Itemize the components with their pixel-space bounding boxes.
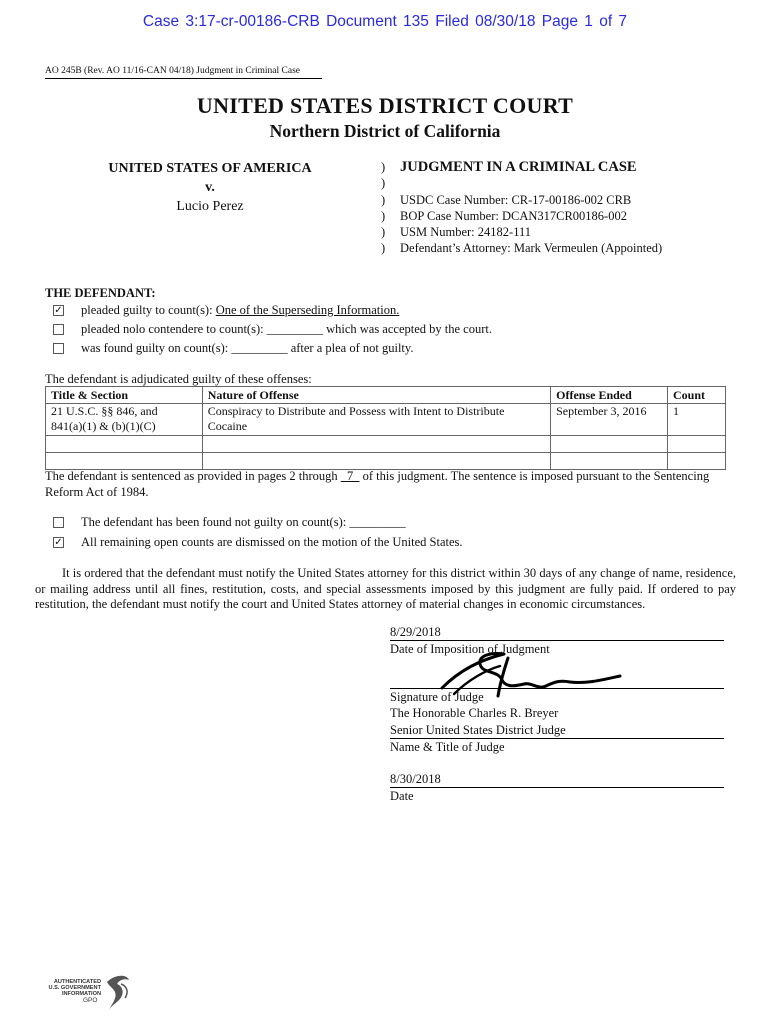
paren: ) <box>381 208 386 223</box>
col-header-ended: Offense Ended <box>551 387 668 404</box>
imposition-date: 8/29/2018 <box>390 624 724 641</box>
col-header-title: Title & Section <box>46 387 203 404</box>
court-title-text: UNITED STATES DISTRICT COURT <box>196 93 574 118</box>
plea-counts: One of the Superseding Information. <box>215 303 400 317</box>
table-row-empty <box>46 436 726 453</box>
col-header-nature: Nature of Offense <box>202 387 550 404</box>
plea-prefix: pleaded guilty to count(s): <box>81 303 216 317</box>
checkbox[interactable] <box>53 305 64 316</box>
spacer <box>400 175 662 191</box>
paren: ) <box>381 176 386 191</box>
sentence-paragraph <box>45 469 735 500</box>
name-title-label: Name & Title of Judge <box>390 739 505 754</box>
plea-option-nolo <box>45 320 492 339</box>
sentence-after: of this judgment. The sentence is imposed pursuant to the Sentencing Reform Act of 1984. <box>45 469 710 499</box>
dismissal-text: All remaining open counts are dismissed on the motion of the United States. <box>81 535 463 549</box>
caption-parentheses <box>381 159 385 257</box>
checkbox[interactable] <box>53 324 64 335</box>
judge-signature-block <box>390 676 724 755</box>
plea-option-text: was found guilty on count(s): _________ after a plea of not guilty. <box>81 341 414 355</box>
offense-nature-line: Cocaine <box>207 418 248 433</box>
versus-label: v. <box>205 180 215 195</box>
form-number-line: AO 245B (Rev. AO 11/16-CAN 04/18) Judgment in Criminal Case <box>45 66 322 79</box>
imposition-date-label: Date of Imposition of Judgment <box>390 642 550 656</box>
court-title <box>0 93 770 119</box>
offense-count-cell: 1 <box>668 404 726 436</box>
signature-label: Signature of Judge <box>390 690 484 704</box>
offense-title-line: 841(a)(1) & (b)(1)(C) <box>51 418 156 433</box>
judge-title: Senior United States District Judge <box>390 722 724 739</box>
plea-option-text: pleaded nolo contendere to count(s): _________ which was accepted by the court. <box>81 322 492 336</box>
bop-case-number: BOP Case Number: DCAN317CR00186-002 <box>400 208 627 223</box>
paren: ) <box>381 192 386 207</box>
signature-line <box>390 676 724 689</box>
checkbox[interactable] <box>53 343 64 354</box>
gpo-line: AUTHENTICATED <box>53 979 101 985</box>
table-header-row <box>46 387 726 404</box>
district-name: Northern District of California <box>269 121 501 141</box>
case-caption-parties <box>70 159 350 216</box>
offense-title-cell <box>46 404 203 436</box>
checkbox[interactable] <box>53 517 64 528</box>
eagle-icon <box>103 972 133 1012</box>
offense-title-line: 21 U.S.C. §§ 846, and <box>51 404 158 418</box>
table-row-empty <box>46 453 726 470</box>
gpo-authentication-seal <box>45 972 135 1012</box>
check-mark-icon: ✓ <box>54 537 63 548</box>
usm-number: USM Number: 24182-111 <box>400 225 532 240</box>
plaintiff-name: UNITED STATES OF AMERICA <box>108 161 312 176</box>
paren: ) <box>381 160 386 174</box>
offense-ended-cell: September 3, 2016 <box>551 404 668 436</box>
signing-date-label: Date <box>390 789 414 803</box>
gpo-mark: GPO <box>83 997 98 1004</box>
case-stamp-header: Case 3:17-cr-00186-CRB Document 135 Filed 08/30/18 Page 1 of 7 <box>142 13 628 30</box>
gpo-seal-text <box>45 979 101 997</box>
sentence-before: The defendant is sentenced as provided in pages 2 through <box>45 469 341 483</box>
dismissal-text: The defendant has been found not guilty on count(s): _________ <box>81 515 406 529</box>
paren: ) <box>381 241 386 256</box>
defendant-heading: THE DEFENDANT: <box>45 286 156 300</box>
notification-order-paragraph: It is ordered that the defendant must notify the United States attorney for this district within 30 days of any change of name, residence, or mailing address until all fines, restitution, costs, and special assessments imposed by this judgment are fully paid. If ordered to pay restitution, the defendant must notify the court and United States attorney of material changes in economic circumstances. <box>35 566 736 611</box>
sentence-pages: 7 <box>340 469 360 483</box>
offense-nature-cell <box>202 404 550 436</box>
judgment-title: JUDGMENT IN A CRIMINAL CASE <box>400 159 637 175</box>
plea-option-text <box>81 301 399 319</box>
defendant-name: Lucio Perez <box>176 199 244 214</box>
gpo-line: U.S. GOVERNMENT <box>48 985 101 991</box>
col-header-count: Count <box>668 387 726 404</box>
usdc-case-number: USDC Case Number: CR-17-00186-002 CRB <box>400 192 632 207</box>
offenses-table <box>45 386 726 470</box>
signing-date: 8/30/2018 <box>390 771 724 788</box>
check-mark-icon: ✓ <box>54 305 63 316</box>
offenses-intro: The defendant is adjudicated guilty of these offenses: <box>45 372 312 386</box>
checkbox[interactable] <box>53 537 64 548</box>
paren: ) <box>381 225 386 240</box>
plea-option-guilty <box>45 301 400 320</box>
judge-name: The Honorable Charles R. Breyer <box>390 706 559 721</box>
plea-option-found-guilty <box>45 339 414 358</box>
offense-nature-line: Conspiracy to Distribute and Possess with Intent to Distribute <box>207 404 505 418</box>
table-row <box>46 404 726 436</box>
defendant-plea-section <box>45 286 492 358</box>
signing-date-block <box>390 771 724 804</box>
defendant-attorney: Defendant’s Attorney: Mark Vermeulen (Appointed) <box>400 241 663 256</box>
gpo-line: INFORMATION <box>61 991 101 997</box>
case-identifiers <box>400 159 662 257</box>
